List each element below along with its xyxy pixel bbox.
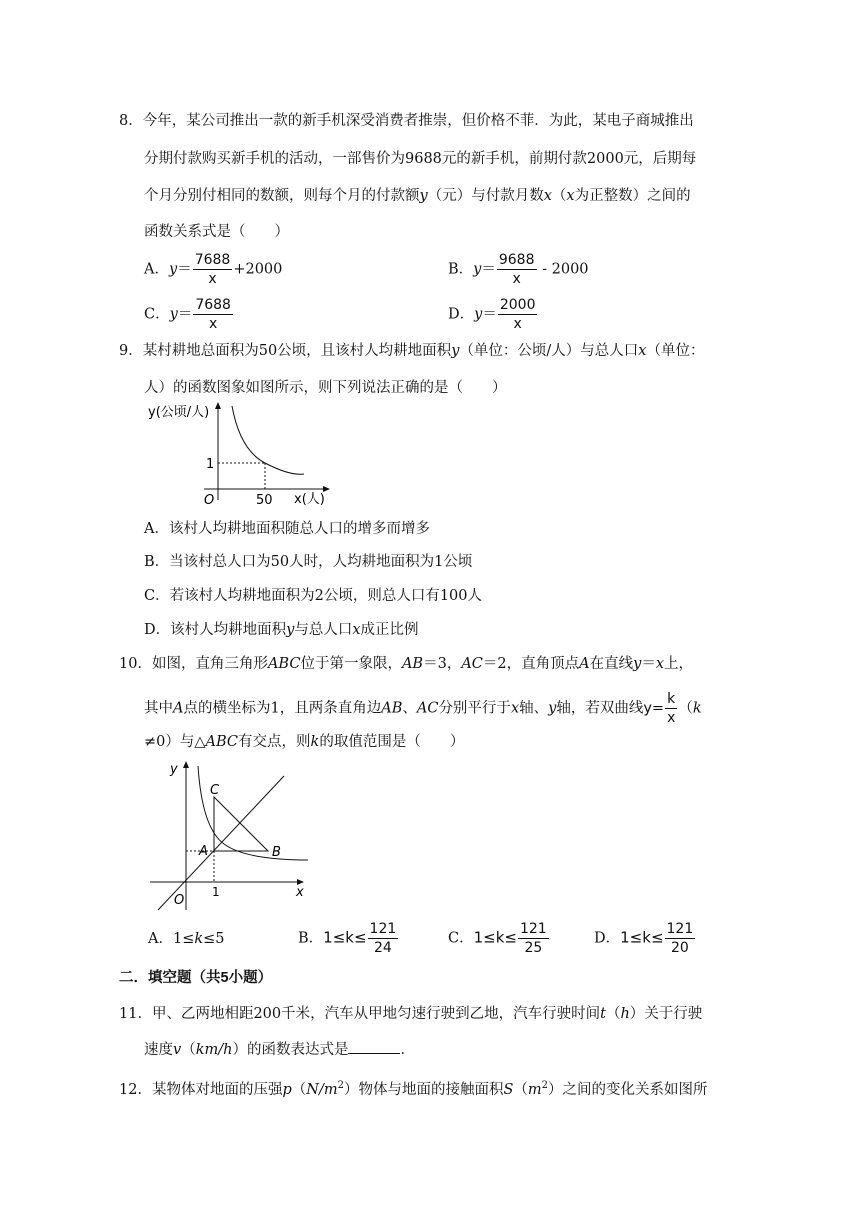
- q8-line-3: 个月分别付相同的数额，则每个月的付款额y（元）与付款月数x（x为正整数）之间的: [144, 188, 691, 204]
- q9-option-c[interactable]: C．若该村人均耕地面积为2公顷，则总人口有100人: [144, 588, 483, 604]
- line-y-equals-x: [158, 776, 284, 910]
- fraction: $\frac{121}{25}$: [519, 921, 547, 956]
- origin-label: O: [174, 893, 185, 908]
- x-axis-label: x: [296, 885, 304, 900]
- x-axis-label: x(人): [294, 492, 325, 507]
- q9-option-a[interactable]: A．该村人均耕地面积随总人口的增多而增多: [144, 521, 430, 537]
- q10-option-a[interactable]: A．1≤k≤5: [148, 931, 225, 947]
- q8-option-a[interactable]: A．y＝ $\frac{7688}{x}$ +2000: [144, 252, 283, 287]
- q10-graph: [144, 758, 314, 918]
- point-c-label: C: [210, 783, 220, 798]
- q9-graph: [144, 400, 344, 510]
- q8-option-d[interactable]: D．y＝ $\frac{2000}{x}$: [448, 297, 536, 332]
- fraction: $\frac{2000}{x}$: [499, 297, 536, 332]
- q10-option-d[interactable]: D．1≤k≤ $\frac{121}{20}$: [594, 921, 694, 956]
- q8-line-2: 分期付款购买新手机的活动，一部售价为9688元的新手机，前期付款2000元，后期每: [144, 151, 697, 167]
- answer-blank[interactable]: [348, 1039, 400, 1054]
- q9-line-2: 人）的函数图象如图所示，则下列说法正确的是（ ）: [144, 380, 507, 396]
- q10-line-1: 10．如图，直角三角形ABC位于第一象限，AB＝3，AC＝2，直角顶点A在直线y＝x上，: [119, 656, 694, 672]
- q8-line-4: 函数关系式是（ ）: [144, 224, 289, 240]
- fraction: $\frac{7688}{x}$: [195, 297, 231, 332]
- q12-line-1: 12．某物体对地面的压强$p(N/m^2)$物体与地面的接触面积$S(m^2)$之间的变化关系如图所: [119, 1080, 708, 1098]
- x-tick-label: 1: [212, 885, 220, 899]
- hyperbola-curve: [232, 406, 304, 474]
- q9-option-d[interactable]: D．该村人均耕地面积y与总人口x成正比例: [144, 622, 419, 638]
- q9-option-b[interactable]: B．当该村总人口为50人时，人均耕地面积为1公顷: [144, 554, 473, 570]
- q8-option-b[interactable]: B．y＝ $\frac{9688}{x}$ - 2000: [448, 252, 589, 287]
- q8-line-1: 8．今年，某公司推出一款的新手机深受消费者推崇，但价格不菲．为此，某电子商城推出: [119, 113, 694, 129]
- q9-line-1: 9．某村耕地总面积为50公顷，且该村人均耕地面积y（单位：公顷/人）与总人口x（单位：: [119, 343, 705, 359]
- fraction: $\frac{7688}{x}$: [194, 252, 231, 287]
- section-heading-fill-in: 二．填空题（共5小题）: [119, 970, 273, 986]
- q8-option-c[interactable]: C．y＝ $\frac{7688}{x}$: [144, 297, 231, 332]
- fraction: $\frac{121}{20}$: [666, 921, 694, 956]
- fraction: $\frac{9688}{x}$: [498, 252, 535, 287]
- fraction: $\frac{121}{24}$: [369, 921, 397, 956]
- x-tick-label: 50: [256, 493, 273, 508]
- y-axis-arrow: [183, 761, 189, 768]
- point-a-label: A: [199, 844, 208, 859]
- y-axis-arrow: [215, 402, 221, 409]
- y-axis-label: y: [170, 762, 178, 777]
- y-tick-label: 1: [206, 457, 215, 472]
- fraction: $\frac{k}{x}$: [667, 691, 676, 726]
- y-axis-label: y(公顷/人): [148, 405, 210, 420]
- q10-line-3: ≠0）与△ABC有交点，则k的取值范围是（ ）: [144, 734, 465, 750]
- origin-label: O: [204, 493, 215, 508]
- q11-line-2: 速度v（km/h）的函数表达式是 ．: [144, 1039, 415, 1061]
- q10-option-c[interactable]: C．1≤k≤ $\frac{121}{25}$: [448, 921, 547, 956]
- point-b-label: B: [272, 845, 281, 860]
- q10-line-2: 其中A点的横坐标为1，且两条直角边AB、AC分别平行于x轴、y轴，若双曲线y= $\frac{k}{x}$ （k: [144, 691, 702, 726]
- q10-option-b[interactable]: B．1≤k≤ $\frac{121}{24}$: [298, 921, 397, 956]
- q11-line-1: 11．甲、乙两地相距200千米，汽车从甲地匀速行驶到乙地，汽车行驶时间t（h）关于行驶: [119, 1006, 703, 1022]
